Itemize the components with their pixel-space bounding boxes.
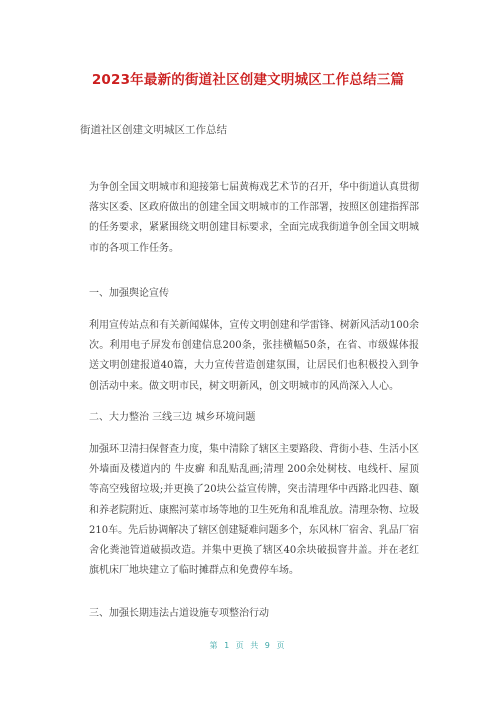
section-heading-1: 一、加强舆论宣传 xyxy=(89,288,169,299)
intro-paragraph: 为争创全国文明城市和迎接第七届黄梅戏艺术节的召开，华中街道认真贯彻落实区委、区政府做出的创建全国文明城市的工作部署，按照区创建指挥部的任务要求，紧紧围绕文明创建目标要求，全面完成我街道争创全国文明城市的各项工作任务。 xyxy=(89,182,419,254)
section-paragraph-2: 加强环卫清扫保督查力度，集中清除了辖区主要路段、背街小巷、生活小区外墙面及楼道内的 牛皮癣 和乱贴乱画;清理 200余处树枝、电线杆、屋顶等高空残留垃圾;并更换了20块公益宣传牌，突击清理华中西路北四巷、颐和养老院附近、康熙河菜市场等地的卫生死角和乱堆乱放。清理杂物、垃圾210车。先后协调解决了辖区创建疑难问题多个，东风林厂宿舍、乳品厂宿舍化粪池管道破损改造。并集中更换了辖区40余块破损窨井盖。并在老红旗机床厂地块建立了临时摊群点和免费停车场。 xyxy=(89,444,419,577)
page-number-footer: 第 1 页 共 9 页 xyxy=(209,641,287,650)
section-heading-2: 二、大力整治 三线三边 城乡环境问题 xyxy=(89,412,256,423)
document-subtitle: 街道社区创建文明城区工作总结 xyxy=(80,124,227,136)
section-heading-3: 三、加强长期违法占道设施专项整治行动 xyxy=(89,608,269,619)
document-title: 2023年最新的街道社区创建文明城区工作总结三篇 xyxy=(91,72,405,88)
section-paragraph-1: 利用宣传站点和有关新闻媒体，宣传文明创建和学雷锋、树新风活动100余次。利用电子屏发布创建信息200条，张挂横幅50条，在省、市级媒体报送文明创建报道40篇，大力宣传营造创建氛围，让居民们也积极投入到争创活动中来。做文明市民，树文明新风，创文明城市的风尚深入人心。 xyxy=(89,320,419,392)
